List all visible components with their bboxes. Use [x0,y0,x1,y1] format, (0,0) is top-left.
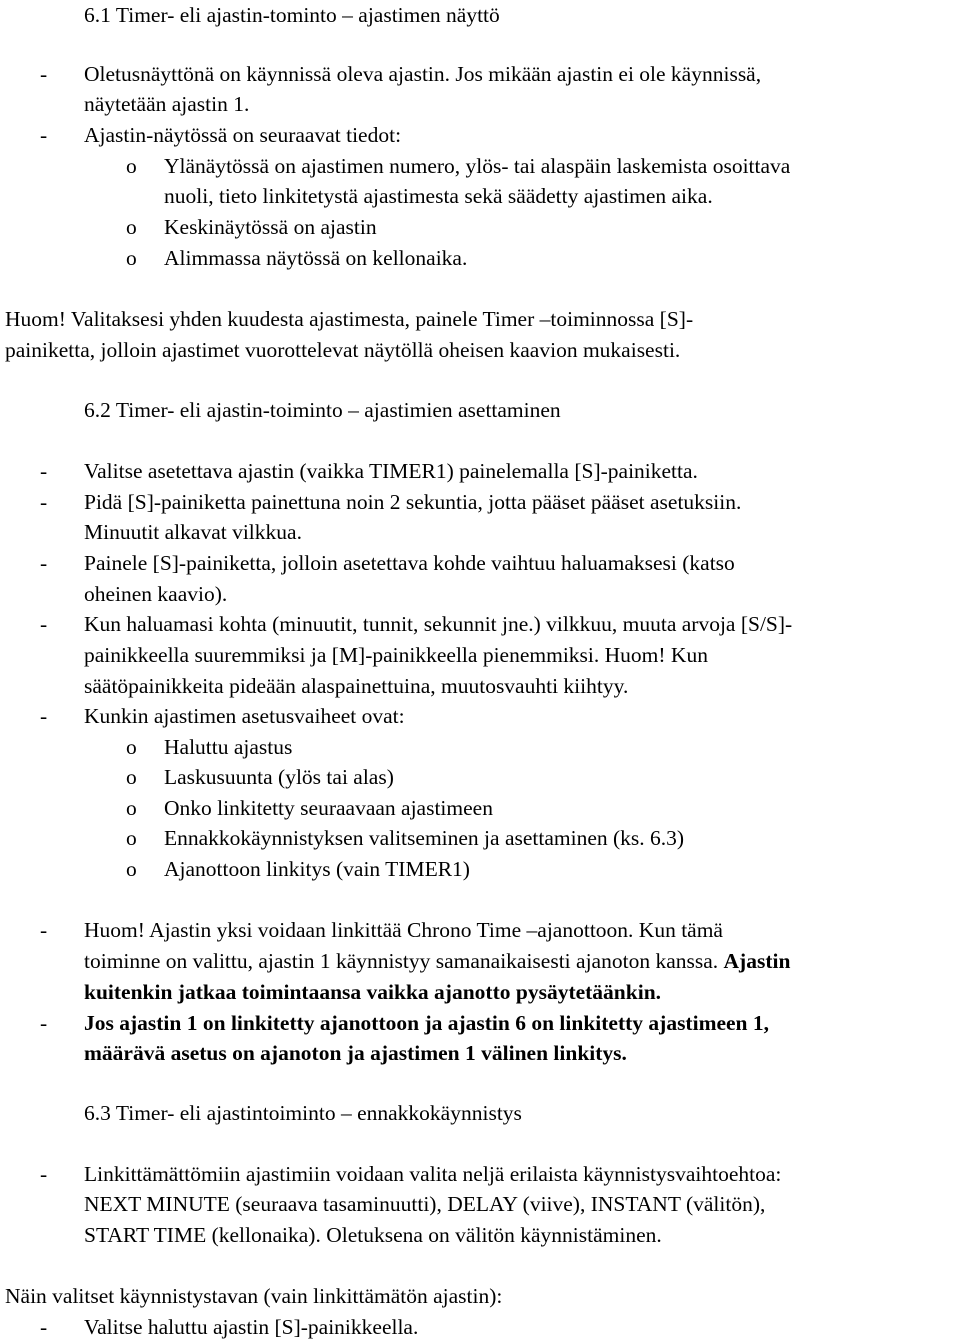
bullet-dash: - [40,62,48,86]
list-item-line: säätöpainikkeita pideään alaspainettuina, muutosvauhti kiihtyy. [84,674,629,698]
note-item-line [84,951,790,973]
bullet-o: o [126,826,137,850]
list-item-line: Painele [S]-painiketta, jolloin asetettava kohde vaihtuu haluamaksesi (katso [84,551,735,575]
bullet-dash: - [40,1162,48,1186]
step-item: Haluttu ajastus [164,735,293,759]
bullet-o: o [126,154,137,178]
list-item-line: painikkeella suuremmiksi ja [M]-painikkeella pienemmiksi. Huom! Kun [84,643,708,667]
step-item: Ajanottoon linkitys (vain TIMER1) [164,857,470,881]
note-item-line: Huom! Ajastin yksi voidaan linkittää Chrono Time –ajanottoon. Kun tämä [84,918,723,942]
note-line: Huom! Valitaksesi yhden kuudesta ajastimesta, painele Timer –toiminnossa [S]- [5,307,694,331]
section-6-2-heading: 6.2 Timer- eli ajastin-toiminto – ajastimien asettaminen [84,398,561,422]
bullet-dash: - [40,1315,48,1339]
bold-item-line: Jos ajastin 1 on linkitetty ajanottoon ja ajastin 6 on linkitetty ajastimeen 1, [84,1011,770,1035]
sub-item-line: nuoli, tieto linkitetystä ajastimesta sekä säädetty ajastimen aika. [164,184,713,208]
bullet-dash: - [40,918,48,942]
bullet-o: o [126,857,137,881]
bullet-o: o [126,765,137,789]
list-item-line: näytetään ajastin 1. [84,92,250,116]
bold-item-line: määrävä asetus on ajanoton ja ajastimen 1 välinen linkitys. [84,1041,627,1065]
list-item-line: Minuutit alkavat vilkkua. [84,520,302,544]
list-item-line: Pidä [S]-painiketta painettuna noin 2 sekuntia, jotta pääset pääset asetuksiin. [84,490,742,514]
bullet-dash: - [40,704,48,728]
section-6-3-heading: 6.3 Timer- eli ajastintoiminto – ennakkokäynnistys [84,1101,522,1125]
list-item-line: Oletusnäyttönä on käynnissä oleva ajastin. Jos mikään ajastin ei ole käynnissä, [84,62,762,86]
step-item: Laskusuunta (ylös tai alas) [164,765,394,789]
sub-item-line: Keskinäytössä on ajastin [164,215,377,239]
note-item-plain-text: toiminne on valittu, ajastin 1 käynnistyy samanaikaisesti ajanoton kanssa. [84,949,724,973]
bullet-dash: - [40,123,48,147]
list-item-line: Valitse asetettava ajastin (vaikka TIMER1) painelemalla [S]-painiketta. [84,459,698,483]
list-item-line: START TIME (kellonaika). Oletuksena on välitön käynnistäminen. [84,1223,662,1247]
bullet-dash: - [40,1011,48,1035]
sub-item-line: Alimmassa näytössä on kellonaika. [164,246,468,270]
bullet-o: o [126,796,137,820]
list-item-line: oheinen kaavio). [84,582,228,606]
section-6-1-heading: 6.1 Timer- eli ajastin-tominto – ajastimen näyttö [84,3,500,27]
bullet-dash: - [40,490,48,514]
step-item: Ennakkokäynnistyksen valitseminen ja asettaminen (ks. 6.3) [164,826,685,850]
list-item-line: Valitse haluttu ajastin [S]-painikkeella. [84,1315,419,1339]
intro-line: Näin valitset käynnistystavan (vain linkittämätön ajastin): [5,1284,503,1308]
step-item: Onko linkitetty seuraavaan ajastimeen [164,796,493,820]
bullet-o: o [126,215,137,239]
list-item-line: NEXT MINUTE (seuraava tasaminuutti), DELAY (viive), INSTANT (välitön), [84,1192,766,1216]
sub-item-line: Ylänäytössä on ajastimen numero, ylös- tai alaspäin laskemista osoittava [164,154,791,178]
note-item-bold-line: kuitenkin jatkaa toimintaansa vaikka ajanotto pysäytetäänkin. [84,980,662,1004]
note-item-bold-text: Ajastin [723,949,791,973]
bullet-dash: - [40,612,48,636]
list-item-line: Kun haluamasi kohta (minuutit, tunnit, sekunnit jne.) vilkkuu, muuta arvoja [S/S]- [84,612,793,636]
list-item-line: Ajastin-näytössä on seuraavat tiedot: [84,123,402,147]
note-line: painiketta, jolloin ajastimet vuorottelevat näytöllä oheisen kaavion mukaisesti. [5,338,681,362]
list-item-line: Kunkin ajastimen asetusvaiheet ovat: [84,704,405,728]
bullet-o: o [126,246,137,270]
bullet-dash: - [40,459,48,483]
bullet-dash: - [40,551,48,575]
bullet-o: o [126,735,137,759]
list-item-line: Linkittämättömiin ajastimiin voidaan valita neljä erilaista käynnistysvaihtoehtoa: [84,1162,782,1186]
